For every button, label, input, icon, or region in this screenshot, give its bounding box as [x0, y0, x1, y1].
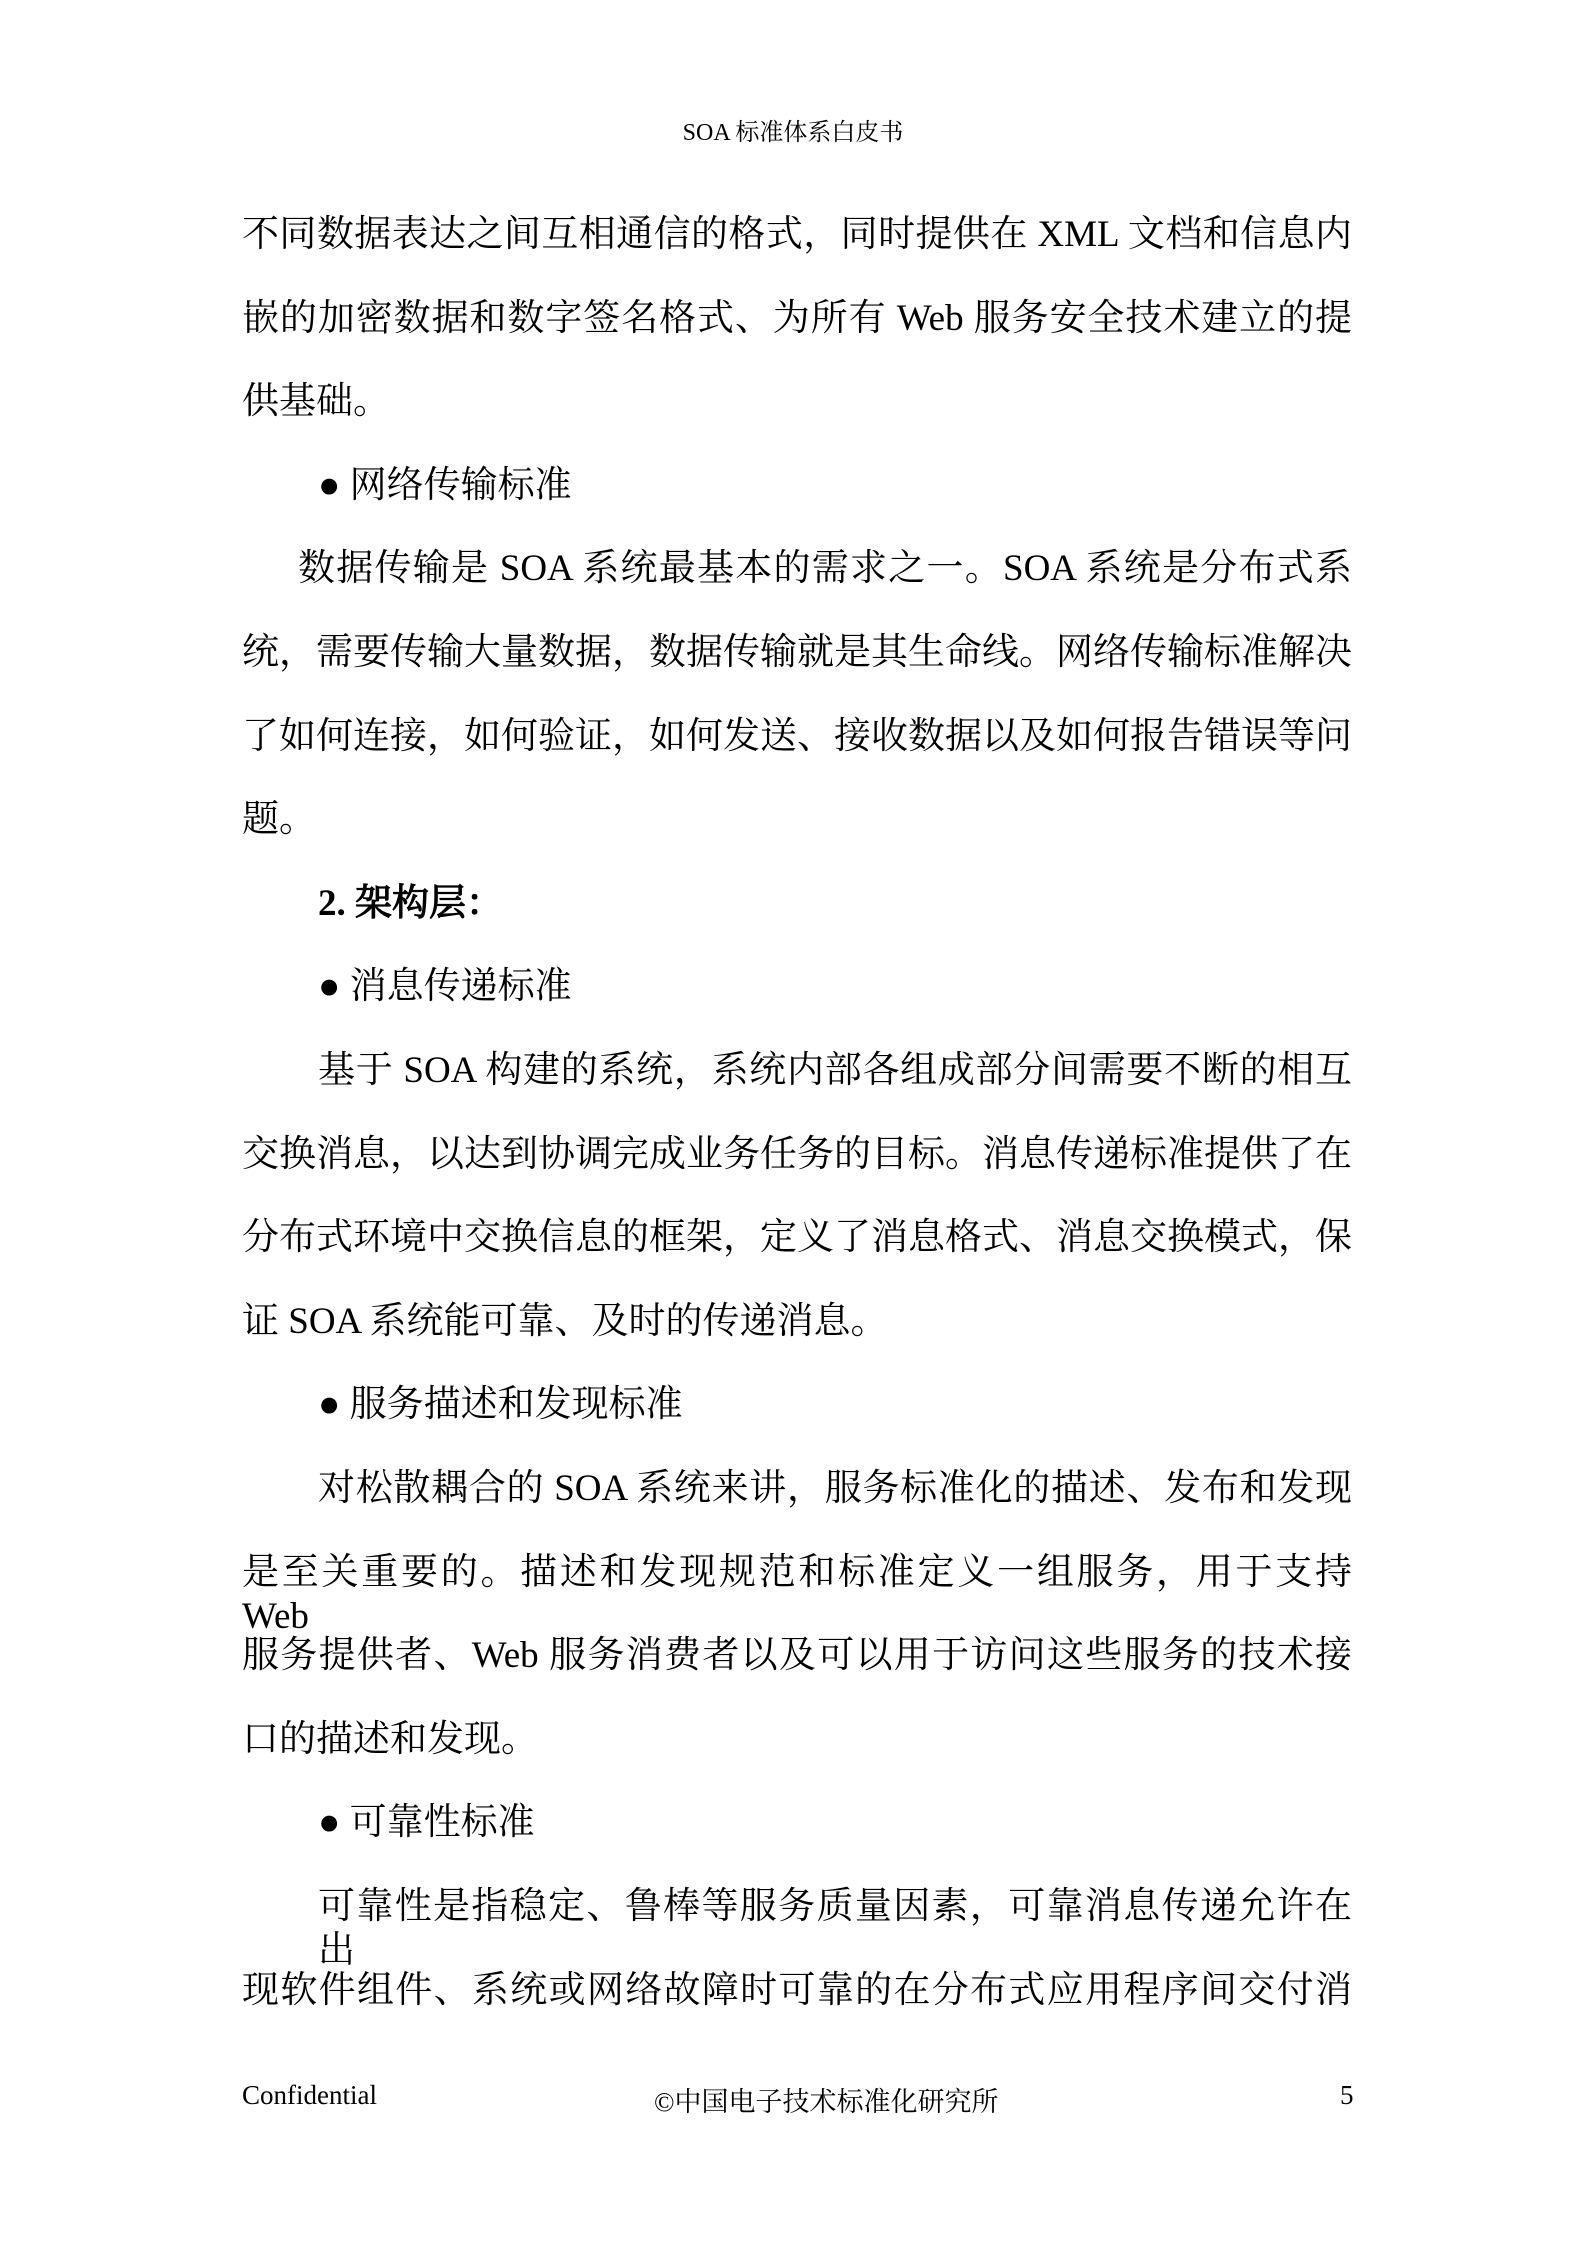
bullet-heading: ● 可靠性标准	[318, 1802, 535, 1844]
text-line: 题。	[242, 799, 316, 841]
bullet-heading: ● 消息传递标准	[318, 966, 572, 1008]
text-line: 口的描述和发现。	[242, 1718, 538, 1760]
text-line: 服务提供者、Web 服务消费者以及可以用于访问这些服务的技术接	[242, 1635, 1352, 1677]
bullet-heading: ● 网络传输标准	[318, 464, 572, 506]
bullet-heading: ● 服务描述和发现标准	[318, 1384, 683, 1426]
footer-confidential: Confidential	[242, 2080, 377, 2110]
section-heading: 2. 架构层：	[318, 882, 503, 924]
text-line: 对松散耦合的 SOA 系统来讲，服务标准化的描述、发布和发现	[318, 1468, 1352, 1509]
page-header: SOA 标准体系白皮书	[682, 120, 904, 146]
text-line: 分布式环境中交换信息的框架，定义了消息格式、消息交换模式，保	[242, 1217, 1352, 1259]
text-line: 嵌的加密数据和数字签名格式、为所有 Web 服务安全技术建立的提	[242, 297, 1352, 339]
text-line: 现软件组件、系统或网络故障时可靠的在分布式应用程序间交付消	[242, 1969, 1352, 2011]
text-line: 证 SOA 系统能可靠、及时的传递消息。	[242, 1300, 888, 1342]
text-line: 交换消息，以达到协调完成业务任务的目标。消息传递标准提供了在	[242, 1133, 1352, 1175]
text-line: 了如何连接，如何验证，如何发送、接收数据以及如何报告错误等问	[242, 715, 1352, 757]
text-line: 不同数据表达之间互相通信的格式，同时提供在 XML 文档和信息内	[242, 214, 1352, 255]
text-line: 统，需要传输大量数据，数据传输就是其生命线。网络传输标准解决	[242, 632, 1352, 673]
text-line: 基于 SOA 构建的系统，系统内部各组成部分间需要不断的相互	[318, 1050, 1352, 1091]
footer-organization: ©中国电子技术标准化研究所	[654, 2087, 999, 2117]
text-line: 是至关重要的。描述和发现规范和标准定义一组服务，用于支持 Web	[242, 1551, 1352, 1637]
page-number: 5	[1340, 2080, 1354, 2110]
text-line: 可靠性是指稳定、鲁棒等服务质量因素，可靠消息传递允许在出	[318, 1886, 1352, 1971]
text-line: 供基础。	[242, 381, 390, 423]
text-line: 数据传输是 SOA 系统最基本的需求之一。SOA 系统是分布式系	[298, 548, 1352, 590]
